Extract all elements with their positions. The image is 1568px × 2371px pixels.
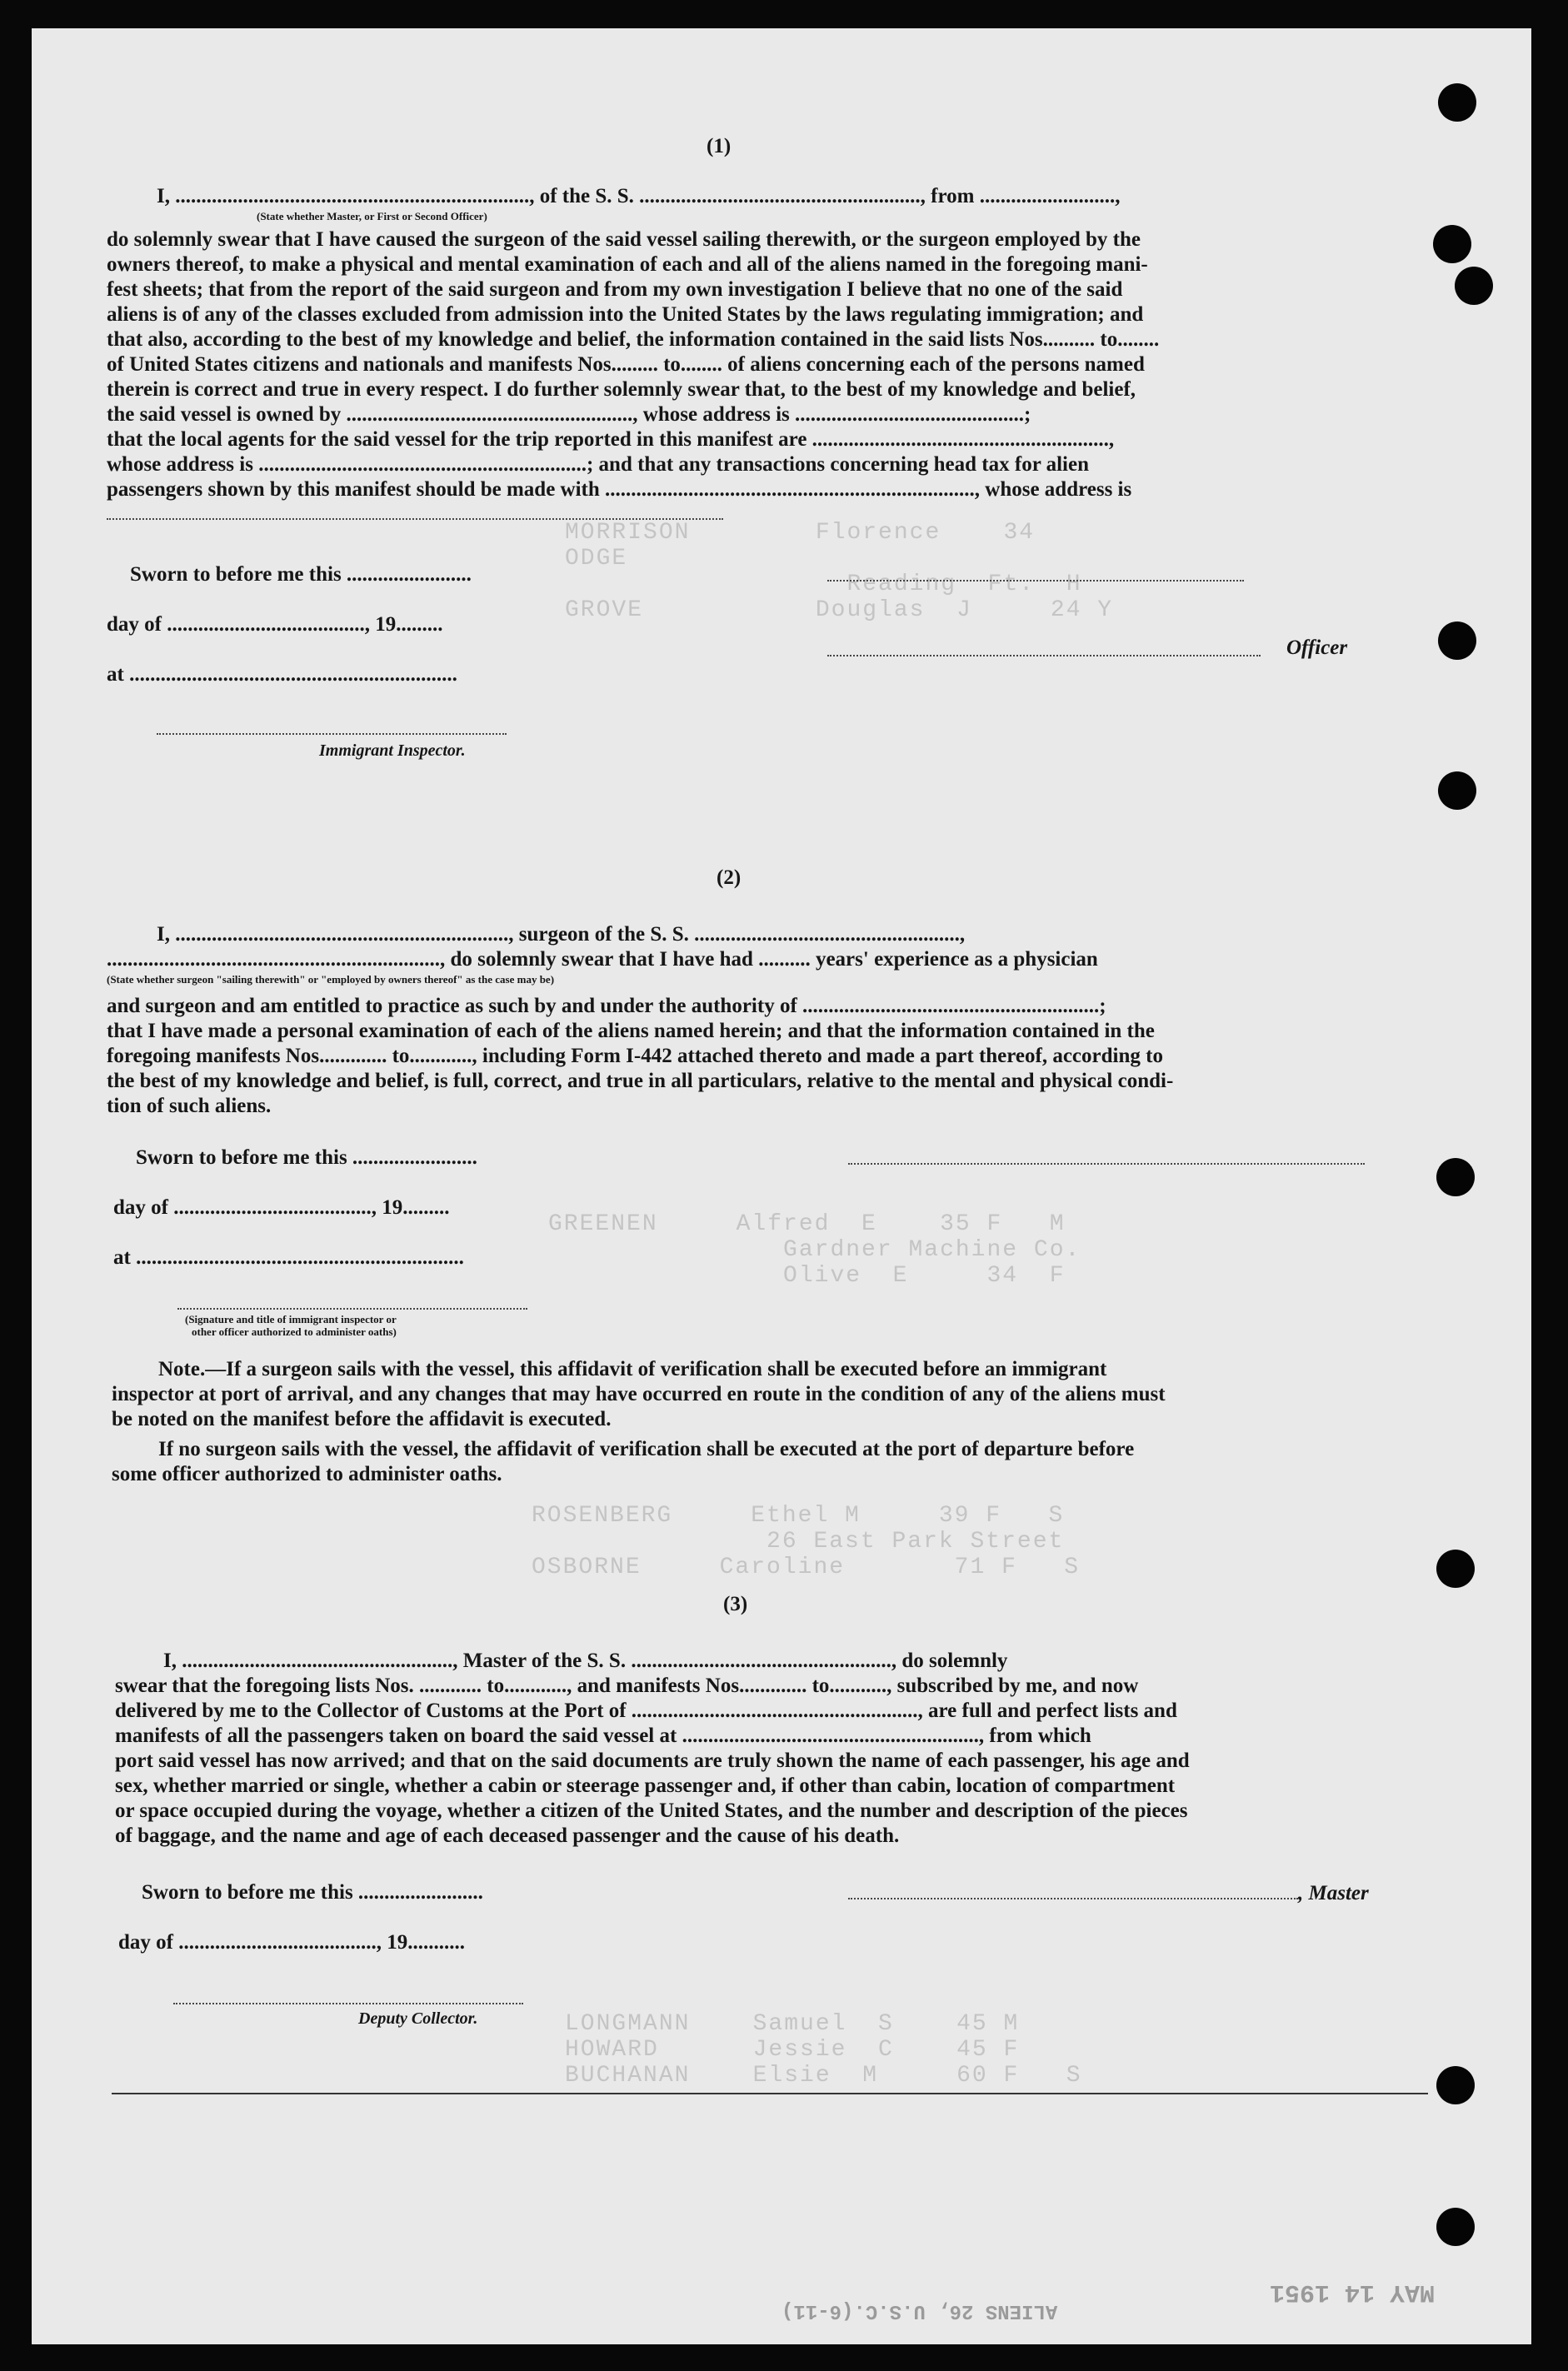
section-2-line-4: that I have made a personal examination of each of the aliens named herein; and that the information contained in the [107,1020,1155,1042]
binder-hole [1436,2066,1475,2104]
section-1-continuation-line [107,518,723,520]
section-1-at: at ............................................................... [107,663,457,686]
section-1-line-12: passengers shown by this manifest should be made with ......................................................................., whose address is [107,478,1132,501]
section-1-officer-label: Officer [1286,636,1348,659]
section-1-line-9: the said vessel is owned by ......................................................., whose address is ............................................; [107,403,1031,426]
binder-hole [1438,621,1476,660]
date-stamp: MAY 14 1951 [1270,2278,1436,2306]
section-1-line-0: I, ...................................................................., of the S. S. ......................................................, from .........................., [157,185,1121,207]
section-3-master-label: , Master [1298,1882,1369,1904]
section-3-line-7: of baggage, and the name and age of each deceased passenger and the cause of his death. [115,1824,900,1847]
section-3-line-6: or space occupied during the voyage, whether a citizen of the United States, and the number and description of the pieces [115,1799,1188,1822]
section-3-line-0: I, ...................................................., Master of the S. S. .................................................., do solemnly [163,1650,1008,1672]
section-3-line-3: manifests of all the passengers taken on board the said vessel at ........................................................., from which [115,1725,1091,1747]
section-1-line-4: fest sheets; that from the report of the said surgeon and from my own investigation I believe that no one of the said [107,278,1123,301]
section-3-master-line [848,1879,1369,1906]
section-1-line-7: of United States citizens and nationals and manifests Nos......... to........ of aliens concerning each of the persons named [107,353,1145,376]
section-1-sworn: Sworn to before me this ........................ [130,563,472,586]
binder-hole [1436,1158,1475,1196]
section-2-sworn: Sworn to before me this ........................ [136,1146,477,1169]
bleed-through-text: ROSENBERG Ethel M 39 F S 26 East Park Street OSBORNE Caroline 71 F S [532,1503,1081,1580]
section-2-line-1: I, ................................................................, surgeon of the S. S. ..................................................., [157,923,966,946]
bleed-through-text: GREENEN Alfred E 35 F M Gardner Machine Co. Olive E 34 F [548,1211,1081,1289]
binder-hole [1438,771,1476,810]
note-line-4: some officer authorized to administer oaths. [112,1463,502,1485]
bleed-through-text: LONGMANN Samuel S 45 M HOWARD Jessie C 45 F BUCHANAN Elsie M 60 F S [565,2011,1082,2089]
section-2-state-note: (State whether surgeon "sailing therewith" or "employed by owners thereof" as the case may be) [107,973,555,986]
section-3-line-1: swear that the foregoing lists Nos. ............ to............, and manifests Nos............. to..........., subscribed by me, and now [115,1675,1139,1697]
section-3-collector-label: Deputy Collector. [358,2009,478,2028]
section-1-day: day of ......................................, 19......... [107,613,443,636]
section-2-sig-note-2: other officer authorized to administer oaths) [192,1325,397,1338]
section-2-number: (2) [717,866,742,889]
section-1-signature-line [827,580,1244,582]
section-1-line-3: owners thereof, to make a physical and mental examination of each and all of the aliens named in the foregoing mani- [107,253,1148,276]
section-1-line-11: whose address is ...............................................................; and that any transactions concerning head tax for alien [107,453,1089,476]
section-1-state-note: (State whether Master, or First or Second Officer) [257,210,487,222]
section-3-line-2: delivered by me to the Collector of Customs at the Port of ......................................................., are full and perfect lists and [115,1700,1177,1722]
section-2-line-2: ................................................................, do solemnly swear that I have had .......... years' experience as a physician [107,948,1098,971]
binder-hole [1438,83,1476,122]
note-line-3: If no surgeon sails with the vessel, the affidavit of verification shall be executed at the port of departure before [158,1438,1135,1460]
section-2-day: day of ......................................, 19......... [113,1196,450,1219]
section-2-signature-line [848,1163,1365,1165]
section-1-line-5: aliens is of any of the classes excluded from admission into the United States by the laws regulating immigration; and [107,303,1144,326]
section-1-officer-line [827,655,1261,656]
section-3-number: (3) [723,1593,748,1615]
section-1-inspector-line [157,733,507,735]
section-1-line-8: therein is correct and true in every respect. I do further solemnly swear that, to the best of my knowledge and belief, [107,378,1136,401]
section-3-sworn: Sworn to before me this ........................ [142,1881,483,1904]
binder-hole [1455,267,1493,305]
section-1-line-10: that the local agents for the said vessel for the trip reported in this manifest are ........................................................., [107,428,1115,451]
section-1-line-6: that also, according to the best of my knowledge and belief, the information contained in the said lists Nos.......... to........ [107,328,1160,351]
bleed-through-text: MORRISON Florence 34 ODGE Reading Ft. H GROVE Douglas J 24 Y [565,520,1114,623]
document-page [32,28,1531,2344]
section-1-number: (1) [707,135,732,157]
note-line-2: be noted on the manifest before the affidavit is executed. [112,1408,612,1430]
binder-hole [1436,1550,1475,1588]
section-3-collector-line [173,2003,523,2004]
section-2-line-6: the best of my knowledge and belief, is full, correct, and true in all particulars, relative to the mental and physical condi- [107,1070,1174,1092]
section-3-line-5: sex, whether married or single, whether a cabin or steerage passenger and, if other than cabin, location of compartment [115,1775,1176,1797]
section-2-line-3: and surgeon and am entitled to practice as such by and under the authority of .........................................................; [107,995,1106,1017]
binder-hole [1433,225,1471,263]
note-line-1: inspector at port of arrival, and any changes that may have occurred en route in the condition of any of the aliens must [112,1383,1166,1405]
section-2-line-7: tion of such aliens. [107,1095,272,1117]
aliens-stamp: ALIENS 26, U.S.C.(6-11) [782,2299,1058,2322]
section-2-line-5: foregoing manifests Nos............. to............, including Form I-442 attached thereto and made a part thereof, according to [107,1045,1163,1067]
section-3-day: day of ......................................, 19........... [118,1931,465,1954]
binder-hole [1436,2208,1475,2246]
section-2-sig-note-1: (Signature and title of immigrant inspector or [185,1313,397,1325]
section-3-master-dots [848,1879,1298,1899]
section-1-line-2: do solemnly swear that I have caused the surgeon of the said vessel sailing therewith, or the surgeon employed by the [107,228,1141,251]
section-2-at: at ............................................................... [113,1246,464,1269]
bottom-rule [112,2093,1428,2094]
section-2-officer-line [177,1308,527,1310]
section-3-line-4: port said vessel has now arrived; and that on the said documents are truly shown the name of each passenger, his age and [115,1750,1190,1772]
note-line-0: Note.—If a surgeon sails with the vessel, this affidavit of verification shall be executed before an immigrant [158,1358,1107,1380]
section-1-inspector-label: Immigrant Inspector. [319,741,466,760]
